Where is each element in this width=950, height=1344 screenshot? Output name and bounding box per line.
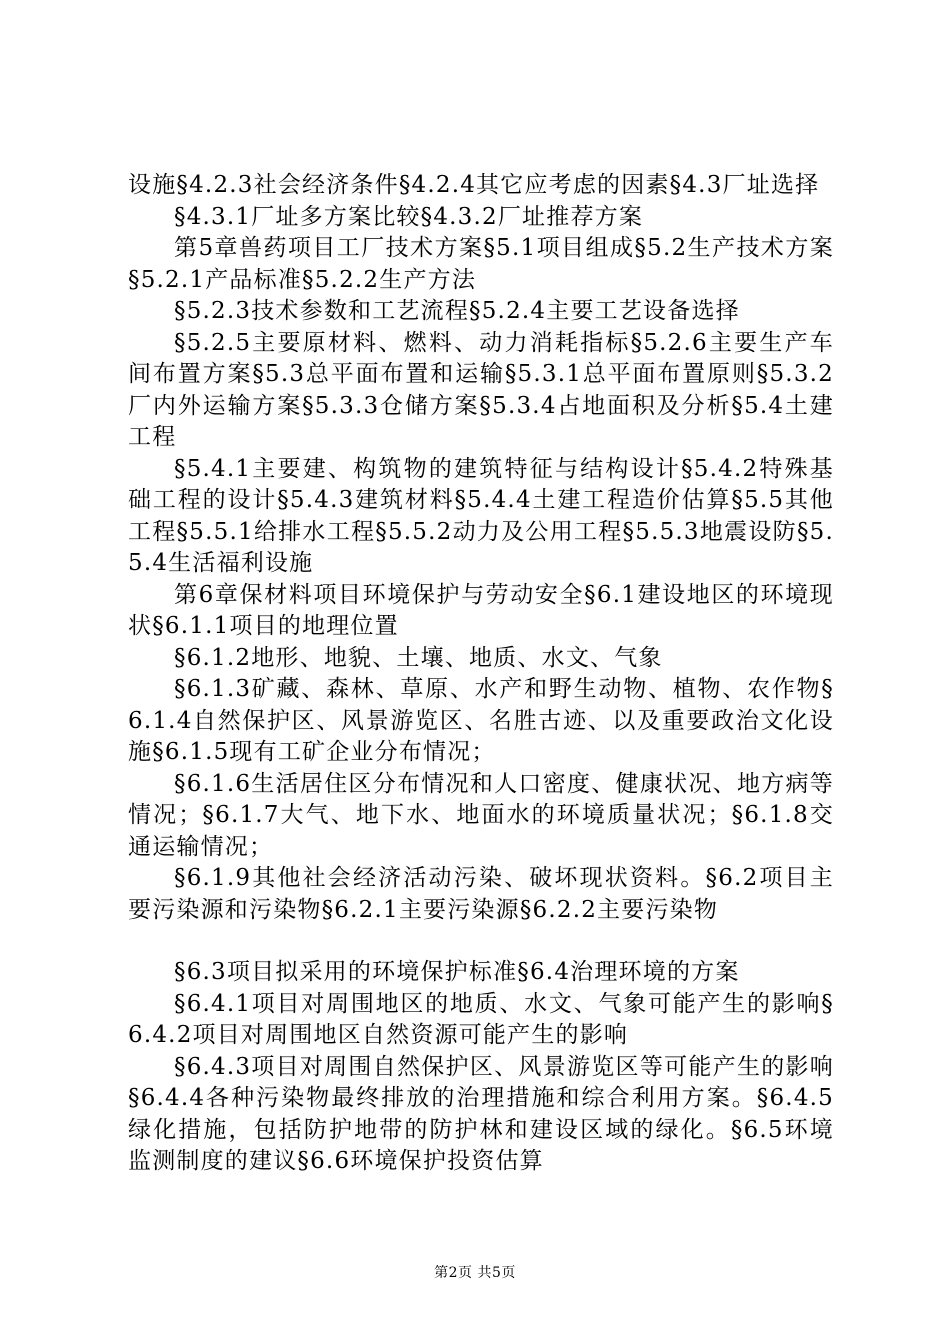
paragraph-10: §6.1.6生活居住区分布情况和人口密度、健康状况、地方病等情况；§6.1.7大气、地下水、地面水的环境质量状况；§6.1.8交通运输情况； xyxy=(128,770,834,860)
paragraph-6: §5.4.1主要建、构筑物的建筑特征与结构设计§5.4.2特殊基础工程的设计§5.4.3建筑材料§5.4.4土建工程造价估算§5.5其他工程§5.5.1给排水工程§5.5.2动力及公用工程§5.5.3地震设防§5.5.4生活福利设施 xyxy=(128,455,834,576)
paragraph-2: §4.3.1厂址多方案比较§4.3.2厂址推荐方案 xyxy=(174,203,644,230)
paragraph-11: §6.1.9其他社会经济活动污染、破坏现状资料。§6.2项目主要污染源和污染物§6.2.1主要污染源§6.2.2主要污染物 xyxy=(128,865,834,923)
paragraph-1: 设施§4.2.3社会经济条件§4.2.4其它应考虑的因素§4.3厂址选择 xyxy=(128,172,820,198)
paragraph-12: §6.3项目拟采用的环境保护标准§6.4治理环境的方案 xyxy=(174,959,740,985)
page-footer: 第2页 共5页 xyxy=(434,1265,516,1281)
document-body xyxy=(128,170,834,1178)
paragraph-4: §5.2.3技术参数和工艺流程§5.2.4主要工艺设备选择 xyxy=(174,298,740,324)
paragraph-7: 第6章保材料项目环境保护与劳动安全§6.1建设地区的环境现状§6.1.1项目的地理位置 xyxy=(128,581,834,639)
paragraph-13: §6.4.1项目对周围地区的地质、水文、气象可能产生的影响§6.4.2项目对周围地区自然资源可能产生的影响 xyxy=(128,990,834,1048)
paragraph-9: §6.1.3矿藏、森林、草原、水产和野生动物、植物、农作物§6.1.4自然保护区、风景游览区、名胜古迹、以及重要政治文化设施§6.1.5现有工矿企业分布情况； xyxy=(128,676,834,765)
paragraph-14: §6.4.3项目对周围自然保护区、风景游览区等可能产生的影响§6.4.4各种污染物最终排放的治理措施和综合利用方案。§6.4.5绿化措施，包括防护地带的防护林和建设区域的绿化。§6.5环境监测制度的建议§6.6环境保护投资估算 xyxy=(128,1053,834,1174)
paragraph-8: §6.1.2地形、地貌、土壤、地质、水文、气象 xyxy=(174,644,663,671)
paragraph-5: §5.2.5主要原材料、燃料、动力消耗指标§5.2.6主要生产车间布置方案§5.3总平面布置和运输§5.3.1总平面布置原则§5.3.2厂内外运输方案§5.3.3仓储方案§5.3.4占地面积及分析§5.4土建工程 xyxy=(128,329,834,450)
paragraph-3: 第5章兽药项目工厂技术方案§5.1项目组成§5.2生产技术方案§5.2.1产品标准§5.2.2生产方法 xyxy=(128,235,834,293)
